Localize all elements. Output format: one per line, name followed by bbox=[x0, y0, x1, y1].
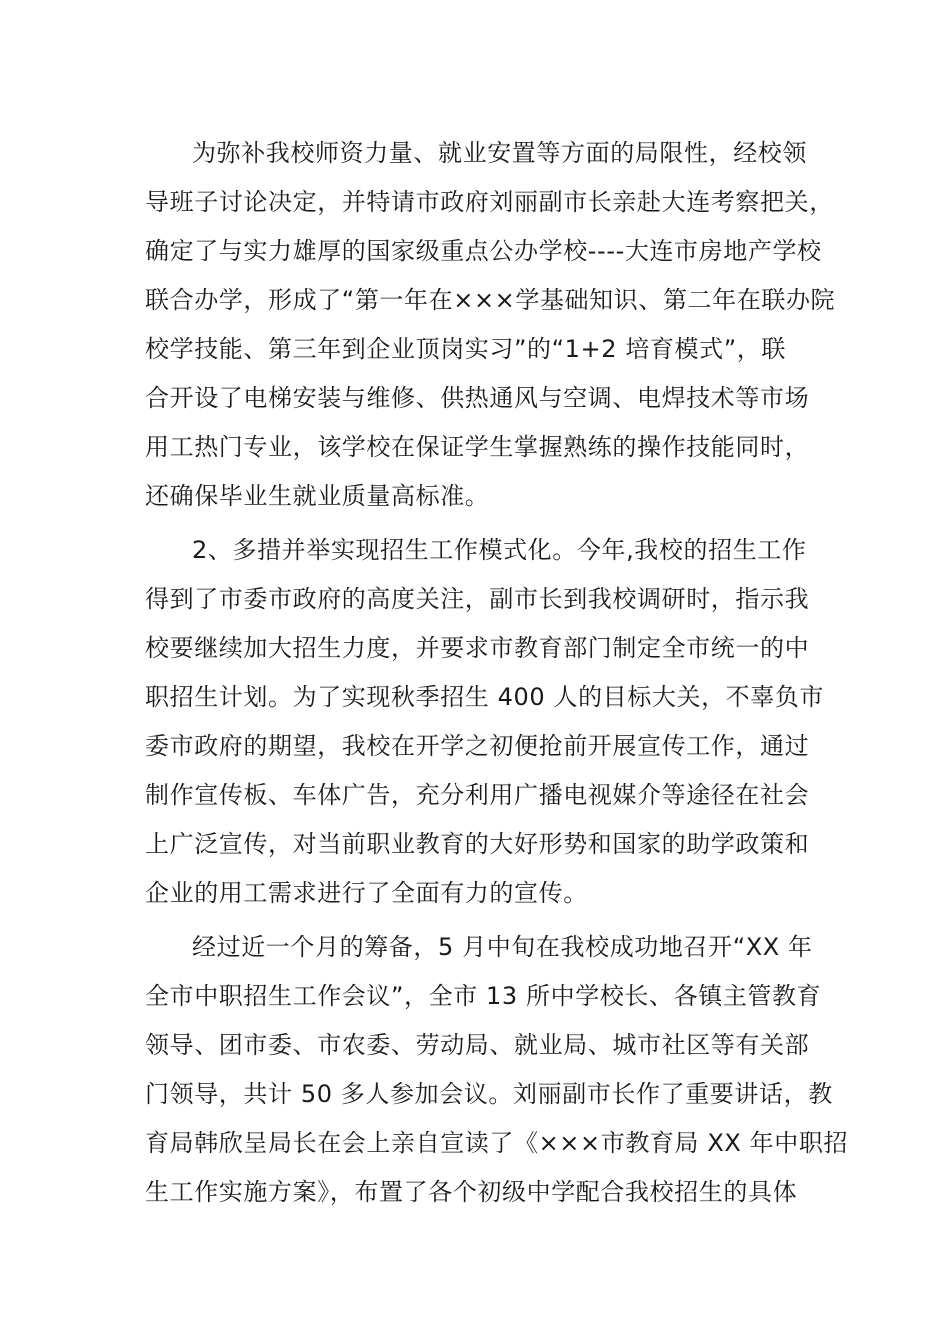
paragraph-2-line-7: 上广泛宣传，对当前职业教育的大好形势和国家的助学政策和 bbox=[145, 830, 810, 858]
paragraph-1-line-7: 用工热门专业，该学校在保证学生掌握熟练的操作技能同时， bbox=[145, 433, 810, 461]
paragraph-3-line-1: 经过近一个月的筹备，5 月中旬在我校成功地召开“XX 年 bbox=[192, 933, 813, 961]
paragraph-2-line-8: 企业的用工需求进行了全面有力的宣传。 bbox=[145, 879, 588, 907]
paragraph-2-line-1: 2、多措并举实现招生工作模式化。今年,我校的招生工作 bbox=[192, 536, 807, 564]
paragraph-1-line-2: 导班子讨论决定，并特请市政府刘丽副市长亲赴大连考察把关， bbox=[145, 188, 834, 216]
paragraph-3-line-2: 全市中职招生工作会议”，全市 13 所中学校长、各镇主管教育 bbox=[145, 982, 822, 1010]
paragraph-2-line-3: 校要继续加大招生力度，并要求市教育部门制定全市统一的中 bbox=[145, 634, 810, 662]
paragraph-1-line-4: 联合办学，形成了“第一年在×××学基础知识、第二年在联办院 bbox=[145, 286, 836, 314]
paragraph-2-line-4: 职招生计划。为了实现秋季招生 400 人的目标大关，不辜负市 bbox=[145, 683, 825, 711]
paragraph-1-line-5: 校学技能、第三年到企业顶岗实习”的“1+2 培育模式”，联 bbox=[145, 335, 786, 363]
paragraph-1-line-6: 合开设了电梯安装与维修、供热通风与空调、电焊技术等市场 bbox=[145, 384, 810, 412]
paragraph-2-line-6: 制作宣传板、车体广告，充分利用广播电视媒介等途径在社会 bbox=[145, 781, 810, 809]
paragraph-3-line-4: 门领导，共计 50 多人参加会议。刘丽副市长作了重要讲话，教 bbox=[145, 1080, 833, 1108]
paragraph-1-line-8: 还确保毕业生就业质量高标准。 bbox=[145, 482, 490, 510]
paragraph-3-line-5: 育局韩欣呈局长在会上亲自宣读了《×××市教育局 XX 年中职招 bbox=[145, 1129, 849, 1157]
paragraph-3-line-6: 生工作实施方案》，布置了各个初级中学配合我校招生的具体 bbox=[145, 1178, 798, 1206]
paragraph-3-line-3: 领导、团市委、市农委、劳动局、就业局、城市社区等有关部 bbox=[145, 1031, 810, 1059]
paragraph-2-line-5: 委市政府的期望，我校在开学之初便抢前开展宣传工作，通过 bbox=[145, 732, 810, 760]
paragraph-1-line-3: 确定了与实力雄厚的国家级重点公办学校----大连市房地产学校 bbox=[145, 237, 822, 265]
paragraph-1-line-1: 为弥补我校师资力量、就业安置等方面的局限性，经校领 bbox=[192, 139, 807, 167]
paragraph-2-line-2: 得到了市委市政府的高度关注，副市长到我校调研时，指示我 bbox=[145, 585, 810, 613]
